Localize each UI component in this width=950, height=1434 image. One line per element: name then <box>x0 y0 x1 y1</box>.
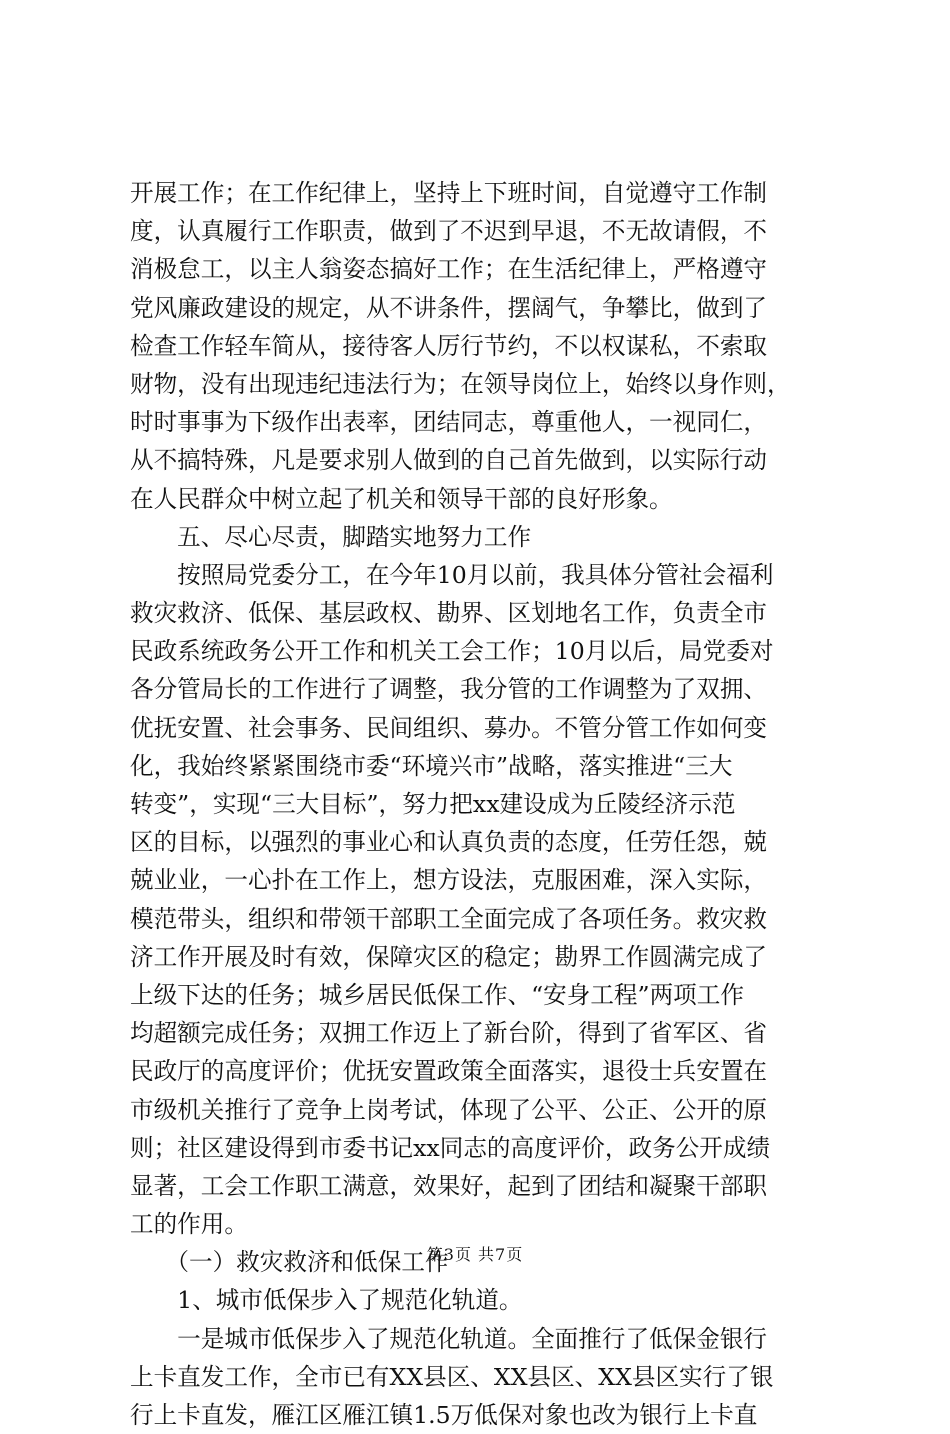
page-number-footer: 第3页 共7页 <box>426 1245 524 1264</box>
text-line: 化，我始终紧紧围绕市委“环境兴市”战略，落实推进“三大 <box>130 751 733 780</box>
section-heading: 五、尽心尽责，脚踏实地努力工作 <box>130 522 532 551</box>
text-line: 党风廉政建设的规定，从不讲条件，摆阔气，争攀比，做到了 <box>130 293 768 322</box>
text-line: 上级下达的任务；城乡居民低保工作、“安身工程”两项工作 <box>130 980 744 1009</box>
text-line: 一是城市低保步入了规范化轨道。全面推行了低保金银行 <box>130 1324 768 1353</box>
item-heading: 1、城市低保步入了规范化轨道。 <box>130 1286 523 1315</box>
text-line: 则；社区建设得到市委书记xx同志的高度评价，政务公开成绩 <box>130 1133 771 1162</box>
text-line: 在人民群众中树立起了机关和领导干部的良好形象。 <box>130 484 673 513</box>
text-line: 从不搞特殊，凡是要求别人做到的自己首先做到，以实际行动 <box>130 446 768 475</box>
text-line: 模范带头，组织和带领干部职工全面完成了各项任务。救灾救 <box>130 904 768 933</box>
text-line: 转变”，实现“三大目标”，努力把xx建设成为丘陵经济示范 <box>130 790 736 818</box>
text-line: 行上卡直发，雁江区雁江镇1.5万低保对象也改为银行上卡直 <box>130 1401 758 1429</box>
text-line: 兢业业，一心扑在工作上，想方设法，克服困难，深入实际， <box>130 866 768 895</box>
text-line: 民政厅的高度评价；优抚安置政策全面落实，退役士兵安置在 <box>130 1057 768 1086</box>
text-line: 区的目标，以强烈的事业心和认真负责的态度，任劳任怨，兢 <box>130 828 768 857</box>
text-line: 财物，没有出现违纪违法行为；在领导岗位上，始终以身作则， <box>130 369 791 398</box>
text-line: 工的作用。 <box>130 1210 248 1239</box>
text-line: 各分管局长的工作进行了调整，我分管的工作调整为了双拥、 <box>130 675 768 704</box>
text-line: 济工作开展及时有效，保障灾区的稳定；勘界工作圆满完成了 <box>130 942 768 971</box>
text-line: 检查工作轻车简从，接待客人厉行节约，不以权谋私，不索取 <box>130 331 768 360</box>
text-line: 显著，工会工作职工满意，效果好，起到了团结和凝聚干部职 <box>130 1171 768 1200</box>
text-line: 均超额完成任务；双拥工作迈上了新台阶，得到了省军区、省 <box>130 1019 768 1048</box>
text-line: 救灾救济、低保、基层政权、勘界、区划地名工作，负责全市 <box>130 599 768 628</box>
subsection-heading: （一）救灾救济和低保工作 <box>130 1248 449 1277</box>
text-line: 按照局党委分工，在今年10月以前，我具体分管社会福利 <box>130 560 774 589</box>
text-line: 上卡直发工作，全市已有XX县区、XX县区、XX县区实行了银 <box>130 1362 774 1391</box>
text-line: 民政系统政务公开工作和机关工会工作；10月以后，局党委对 <box>130 637 774 666</box>
text-line: 消极怠工，以主人翁姿态搞好工作；在生活纪律上，严格遵守 <box>130 255 768 284</box>
text-line: 优抚安置、社会事务、民间组织、募办。不管分管工作如何变 <box>130 713 768 742</box>
text-line: 度，认真履行工作职责，做到了不迟到早退，不无故请假，不 <box>130 217 768 246</box>
text-line: 开展工作；在工作纪律上，坚持上下班时间，自觉遵守工作制 <box>130 179 768 207</box>
text-line: 市级机关推行了竞争上岗考试，体现了公平、公正、公开的原 <box>130 1095 768 1124</box>
text-line: 时时事事为下级作出表率，团结同志，尊重他人，一视同仁， <box>130 408 768 437</box>
